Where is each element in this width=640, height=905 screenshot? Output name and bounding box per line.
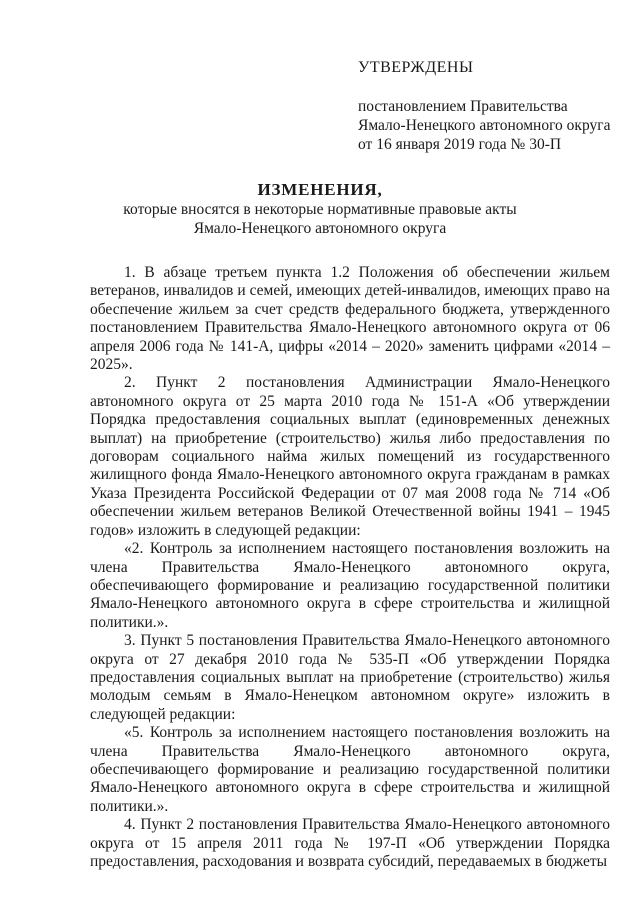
document-heading [60, 180, 580, 238]
paragraph-3: «2. Контроль за исполнением настоящего постановления возложить на члена Правительства Ямало-Ненецкого автономного округа, обеспечивающего формирование и реализацию государственной политики Ямало-Ненецкого автономного округа в сфере строительства и жилищной политики.». [90, 540, 610, 631]
approval-stamp [358, 58, 628, 154]
paragraph-2: 2. Пункт 2 постановления Администрации Ямало-Ненецкого автономного округа от 25 марта 2010 года № 151-А «Об утверждении Порядка предоставления социальных выплат (единовременных денежных выплат) на приобретение (строительство) жилья либо предоставления по договорам социального найма жилых помещений из государственного жилищного фонда Ямало-Ненецкого автономного округа гражданам в рамках Указа Президента Российской Федерации от 07 мая 2008 года № 714 «Об обеспечении жильем ветеранов Великой Отечественной войны 1941 – 1945 годов» изложить в следующей редакции: [90, 374, 610, 539]
document-title: ИЗМЕНЕНИЯ, [257, 180, 383, 199]
approval-line-2: Ямало-Ненецкого автономного округа [358, 117, 611, 134]
paragraph-1: 1. В абзаце третьем пункта 1.2 Положения об обеспечении жильем ветеранов, инвалидов и семей, имеющих детей-инвалидов, имеющих право на обеспечение жильем за счет средств федерального бюджета, утвержденного постановлением Правительства Ямало-Ненецкого автономного округа от 06 апреля 2006 года № 141-А, цифры «2014 – 2020» заменить цифрами «2014 – 2025». [90, 264, 610, 374]
document-subtitle-line-1: которые вносятся в некоторые нормативные правовые акты [123, 201, 517, 218]
approval-line-3: от 16 января 2019 года № 30-П [358, 136, 562, 153]
paragraph-6: 4. Пункт 2 постановления Правительства Ямало-Ненецкого автономного округа от 15 апреля 2011 года № 197-П «Об утверждении Порядка предоставления, расходования и возврата субсидий, передаваемых в бюджеты [90, 816, 610, 870]
paragraph-5: «5. Контроль за исполнением настоящего постановления возложить на члена Правительства Ямало-Ненецкого автономного округа, обеспечивающего формирование и реализацию государственной политики Ямало-Ненецкого автономного округа в сфере строительства и жилищной политики.». [90, 724, 610, 815]
paragraph-4: 3. Пункт 5 постановления Правительства Ямало-Ненецкого автономного округа от 27 декабря 2010 года № 535-П «Об утверждении Порядка предоставления социальных выплат на приобретение (строительство) жилья молодым семьям в Ямало-Ненецком автономном округе» изложить в следующей редакции: [90, 632, 610, 723]
document-body [90, 264, 610, 871]
approval-line-1: постановлением Правительства [358, 98, 568, 115]
approved-label: УТВЕРЖДЕНЫ [358, 59, 474, 76]
document-subtitle-line-2: Ямало-Ненецкого автономного округа [193, 220, 447, 237]
